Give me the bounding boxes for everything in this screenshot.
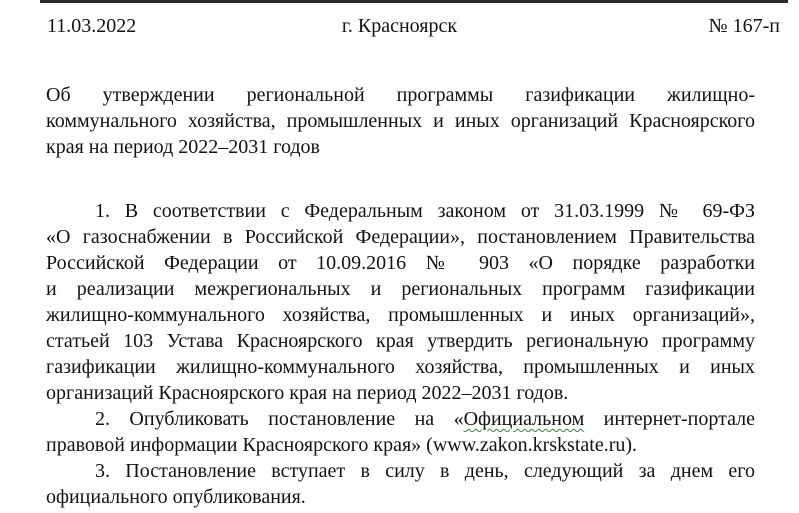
text-line: организаций Красноярского края на период 2022–2031 годов. xyxy=(46,382,569,404)
text-line: газификации жилищно-коммунального хозяйства, промышленных и иных xyxy=(46,356,755,378)
text-segment: интернет-портале xyxy=(584,408,755,430)
text-line: Российской Федерации от 10.09.2016 № 903 «О порядке разработки xyxy=(46,252,755,274)
text-line: статьей 103 Устава Красноярского края утвердить региональную программу xyxy=(46,330,755,352)
text-line: жилищно-коммунального хозяйства, промышленных и иных организаций», xyxy=(46,304,755,326)
text-line xyxy=(46,406,755,432)
document-title xyxy=(46,82,755,160)
text-line: 1. В соответствии с Федеральным законом от 31.03.1999 № 69-ФЗ xyxy=(95,200,755,222)
text-line: и реализации межрегиональных и региональных программ газификации xyxy=(46,278,755,300)
document-date: 11.03.2022 xyxy=(47,15,137,37)
text-line: официального опубликования. xyxy=(46,486,306,508)
text-line: «О газоснабжении в Российской Федерации», постановлением Правительства xyxy=(46,226,755,248)
document-number: № 167-п xyxy=(708,15,780,37)
document-city: г. Красноярск xyxy=(341,15,458,37)
text-line: края на период 2022–2031 годов xyxy=(46,136,321,158)
top-border-line xyxy=(40,0,788,3)
text-line: 3. Постановление вступает в силу в день, следующий за днем его xyxy=(95,460,755,482)
text-segment: 2. Опубликовать постановление на « xyxy=(95,408,464,430)
text-line: коммунального хозяйства, промышленных и иных организаций Красноярского xyxy=(46,110,755,132)
document-header xyxy=(0,13,799,39)
document-body xyxy=(46,198,755,510)
text-line: правовой информации Красноярского края» (www.zakon.krskstate.ru). xyxy=(46,434,638,456)
spellcheck-underline: Официальном xyxy=(463,408,585,430)
text-line: Об утверждении региональной программы газификации жилищно- xyxy=(46,84,755,106)
